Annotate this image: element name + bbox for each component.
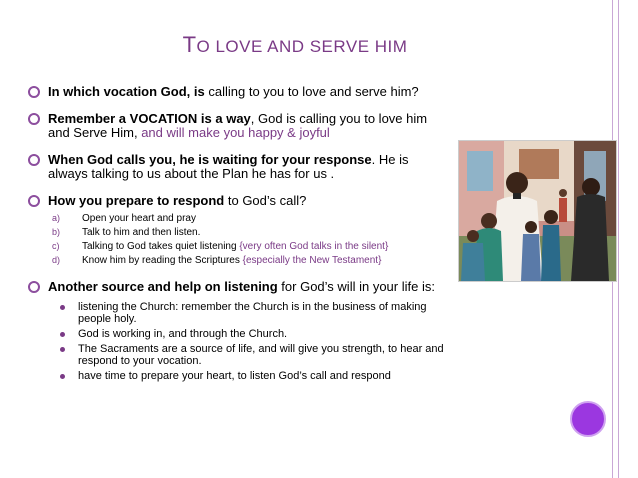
list-item: The Sacraments are a source of life, and will give you strength, to hear and respond to your vocation. bbox=[48, 343, 448, 367]
bullet-prepare-respond: How you prepare to respond to God’s call? a) Open your heart and pray b) Talk to him and then listen. c) Talking to God takes quiet listening {very often God talks in the silent} d) Know him by reading the Scriptures {especially the New Testament} bbox=[28, 194, 448, 267]
list-item: d) Know him by reading the Scriptures {especially the New Testament} bbox=[52, 255, 382, 266]
bullet-god-calls: When God calls you, he is waiting for your response. He is always talking to us about the Plan he has for us . bbox=[28, 153, 448, 181]
bullet-circle-icon bbox=[28, 195, 40, 207]
dot-list bbox=[48, 301, 448, 382]
bullet-circle-icon bbox=[28, 86, 40, 98]
bullet-another-source: Another source and help on listening for God’s will in your life is: listening the Church: remember the Church is in the business of making people holy. God is working in, and through the Church. The Sacraments are a source of life, and will give you strength, to hear and respond to your vocation. have time to prepare your heart, to listen God’s call and respond bbox=[28, 280, 448, 382]
bullet-remember-vocation: Remember a VOCATION is a way, God is calling you to love him and Serve Him, and will make you happy & joyful bbox=[28, 112, 448, 140]
bullet-dot-icon bbox=[60, 374, 65, 379]
slide-title: TO LOVE AND SERVE HIM bbox=[182, 32, 408, 57]
bullet-dot-icon bbox=[60, 347, 65, 352]
list-item: God is working in, and through the Church. bbox=[48, 328, 448, 340]
list-item: c) Talking to God takes quiet listening {very often God talks in the silent} bbox=[52, 241, 389, 252]
list-item: a) Open your heart and pray bbox=[52, 213, 196, 224]
list-item: have time to prepare your heart, to listen God’s call and respond bbox=[48, 370, 448, 382]
bullet-circle-icon bbox=[28, 113, 40, 125]
bullet-dot-icon bbox=[60, 332, 65, 337]
list-item: listening the Church: remember the Church is in the business of making people holy. bbox=[48, 301, 448, 325]
bullet-circle-icon bbox=[28, 281, 40, 293]
bullet-list bbox=[28, 85, 448, 395]
bullet-circle-icon bbox=[28, 154, 40, 166]
frame-line-right bbox=[618, 0, 619, 478]
decorative-circle bbox=[570, 401, 606, 437]
bullet-vocation-question: In which vocation God, is calling to you to love and serve him? bbox=[28, 85, 448, 99]
bullet-dot-icon bbox=[60, 305, 65, 310]
lettered-list bbox=[48, 212, 448, 267]
list-item: b) Talk to him and then listen. bbox=[52, 227, 201, 238]
church-illustration bbox=[458, 140, 617, 282]
